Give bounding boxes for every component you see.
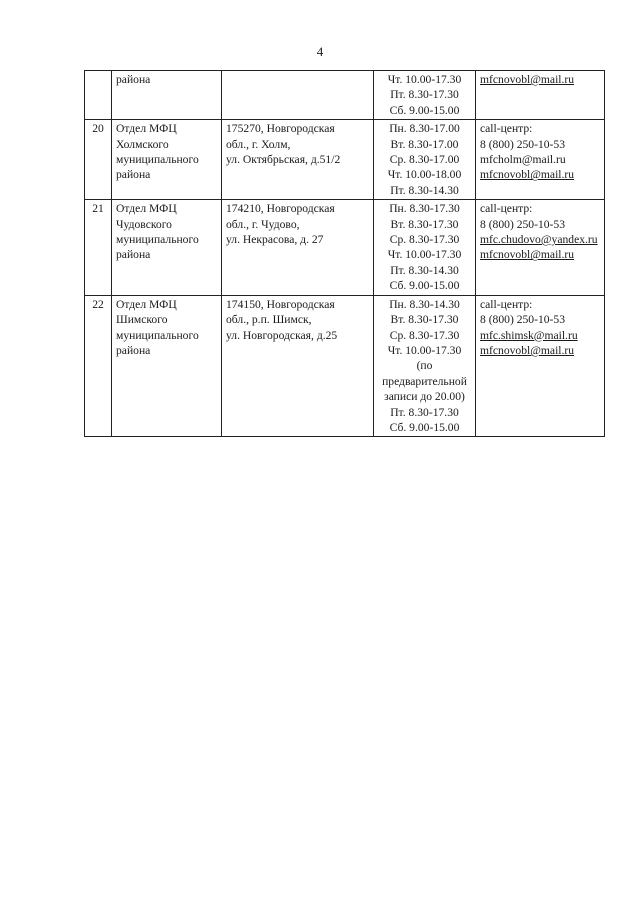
contact-line: 8 (800) 250-10-53 (480, 313, 566, 327)
row-number: 21 (92, 202, 104, 216)
working-hours-line: Сб. 9.00-15.00 (389, 279, 460, 293)
table-row (85, 120, 605, 200)
office-name-line: района (116, 168, 151, 182)
office-name-cell (112, 71, 222, 120)
contact-line: call-центр: (480, 297, 533, 311)
contact-line: call-центр: (480, 202, 533, 216)
email-link[interactable]: mfc.chudovo@yandex.ru (480, 233, 598, 247)
working-hours-line: записи до 20.00) (384, 390, 465, 404)
office-name-line: Шимского (116, 313, 168, 327)
contact-line: 8 (800) 250-10-53 (480, 137, 566, 151)
working-hours-line: Чт. 10.00-18.00 (387, 168, 462, 182)
working-hours-line: Пн. 8.30-14.30 (389, 297, 460, 311)
contact-line: call-центр: (480, 122, 533, 136)
office-name-cell (112, 295, 222, 437)
office-name-line: муниципального (116, 328, 199, 342)
table-body (85, 71, 605, 437)
address-line: ул. Октябрьская, д.51/2 (226, 153, 341, 167)
working-hours-line: Пт. 8.30-14.30 (390, 183, 459, 197)
office-name-line: района (116, 73, 151, 86)
email-link[interactable]: mfcnovobl@mail.ru (480, 73, 575, 86)
office-name-line: Отдел МФЦ (116, 297, 177, 311)
contact-line: 8 (800) 250-10-53 (480, 217, 566, 231)
email-link[interactable]: mfc.shimsk@mail.ru (480, 328, 578, 342)
working-hours-line: Ср. 8.30-17.30 (389, 328, 460, 342)
office-name-line: Отдел МФЦ (116, 122, 177, 136)
address-line: обл., р.п. Шимск, (226, 313, 312, 327)
row-number-cell (85, 200, 112, 295)
office-name-cell (112, 200, 222, 295)
address-cell (222, 295, 374, 437)
row-number: 22 (92, 297, 104, 311)
office-name-line: Чудовского (116, 217, 172, 231)
table-row (85, 200, 605, 295)
address-line: обл., г. Чудово, (226, 217, 300, 231)
working-hours-line: Вт. 8.30-17.30 (390, 217, 459, 231)
working-hours-cell (374, 295, 476, 437)
working-hours-line: Пт. 8.30-14.30 (390, 263, 459, 277)
contacts-cell (476, 200, 605, 295)
address-line: ул. Некрасова, д. 27 (226, 233, 324, 247)
office-name-line: Холмского (116, 137, 169, 151)
working-hours-line: Пт. 8.30-17.30 (390, 405, 459, 419)
contact-line: mfcholm@mail.ru (480, 153, 566, 167)
address-line: 174150, Новгородская (226, 297, 335, 311)
row-number-cell (85, 120, 112, 200)
address-cell (222, 120, 374, 200)
contacts-cell (476, 71, 605, 120)
row-number-cell (85, 71, 112, 120)
working-hours-line: Вт. 8.30-17.30 (390, 313, 459, 327)
working-hours-line: Сб. 9.00-15.00 (389, 103, 460, 117)
address-line: 175270, Новгородская (226, 122, 335, 136)
working-hours-line: (по (416, 359, 433, 373)
office-name-line: района (116, 343, 151, 357)
working-hours-line: Чт. 10.00-17.30 (387, 343, 462, 357)
address-line: обл., г. Холм, (226, 137, 291, 151)
row-number: 20 (92, 122, 104, 136)
email-link[interactable]: mfcnovobl@mail.ru (480, 343, 575, 357)
email-link[interactable]: mfcnovobl@mail.ru (480, 168, 575, 182)
working-hours-line: Ср. 8.30-17.00 (389, 153, 460, 167)
contacts-cell (476, 120, 605, 200)
working-hours-cell (374, 120, 476, 200)
working-hours-line: Вт. 8.30-17.00 (390, 137, 459, 151)
working-hours-line: предварительной (382, 374, 467, 388)
email-link[interactable]: mfcnovobl@mail.ru (480, 248, 575, 262)
working-hours-line: Сб. 9.00-15.00 (389, 420, 460, 434)
address-cell (222, 200, 374, 295)
working-hours-line: Чт. 10.00-17.30 (387, 73, 462, 86)
table-row (85, 295, 605, 437)
mfc-offices-table (84, 70, 605, 437)
office-name-line: района (116, 248, 151, 262)
office-name-line: муниципального (116, 153, 199, 167)
address-cell (222, 71, 374, 120)
working-hours-cell (374, 200, 476, 295)
contacts-cell (476, 295, 605, 437)
working-hours-line: Пн. 8.30-17.30 (389, 202, 460, 216)
row-number-cell (85, 295, 112, 437)
working-hours-line: Чт. 10.00-17.30 (387, 248, 462, 262)
office-name-cell (112, 120, 222, 200)
working-hours-line: Ср. 8.30-17.30 (389, 233, 460, 247)
office-name-line: Отдел МФЦ (116, 202, 177, 216)
address-line: 174210, Новгородская (226, 202, 335, 216)
working-hours-line: Пн. 8.30-17.00 (389, 122, 460, 136)
page-number: 4 (316, 44, 324, 59)
address-line: ул. Новгородская, д.25 (226, 328, 338, 342)
working-hours-line: Пт. 8.30-17.30 (390, 88, 459, 102)
office-name-line: муниципального (116, 233, 199, 247)
working-hours-cell (374, 71, 476, 120)
table-row (85, 71, 605, 120)
mfc-offices-table-wrap (84, 70, 605, 437)
